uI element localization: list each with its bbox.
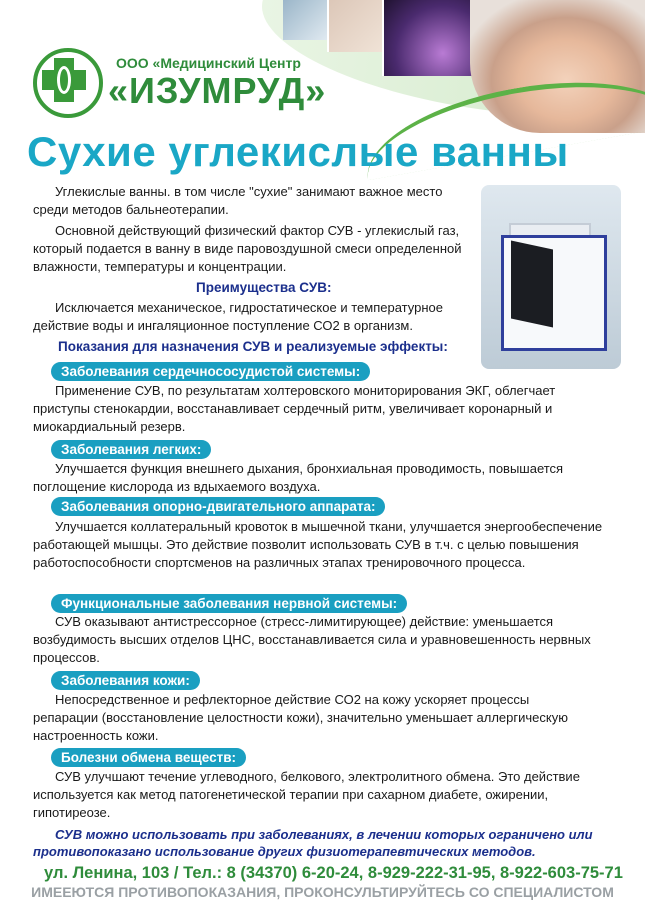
- dry-co2-bath-device-image: [481, 185, 621, 369]
- contacts-line: ул. Ленина, 103 / Тел.: 8 (34370) 6-20-24, 8-929-222-31-95, 8-922-603-75-71: [44, 864, 623, 882]
- section-text-nervous: СУВ оказывают антистрессорное (стресс-лимитирующее) действие: уменьшается возбудимость высших отделов ЦНС, восстанавливается сила и уравновешенность нервных процессов.: [33, 614, 591, 665]
- intro-paragraph-1: Углекислые ванны. в том числе "сухие" занимают важное место среди методов бальнеотерапии.: [33, 184, 443, 217]
- bowl-of-hygieia-icon: [57, 66, 71, 94]
- indications-heading: Показания для назначения СУВ и реализуемые эффекты:: [58, 339, 448, 354]
- clinic-logo: [33, 48, 103, 118]
- advantages-text: Исключается механическое, гидростатическое и температурное действие воды и ингаляционное поступление СО2 в организм.: [33, 300, 443, 333]
- org-prefix: ООО «Медицинский Центр: [116, 55, 301, 71]
- org-name: «ИЗУМРУД»: [108, 70, 327, 111]
- section-title-metabolism: Болезни обмена веществ:: [51, 748, 246, 767]
- section-text-metabolism: СУВ улучшают течение углеводного, белкового, электролитного обмена. Это действие используется как метод патогенетической терапии при сахарном диабете, ожирении, гипотиреозе.: [33, 769, 580, 820]
- section-title-skin: Заболевания кожи:: [51, 671, 200, 690]
- section-title-lungs: Заболевания легких:: [51, 440, 211, 459]
- page-title: Сухие углекислые ванны: [27, 128, 569, 175]
- section-text-cardio: Применение СУВ, по результатам холтеровского мониторирования ЭКГ, облегчает приступы стенокардии, восстанавливает сердечный ритм, увеличивает коронарный и миокардиальный резерв.: [33, 383, 556, 434]
- smiling-woman-photo: [327, 0, 387, 52]
- usage-note: СУВ можно использовать при заболеваниях, в лечении которых ограничено или противопоказано использование других физиотерапевтических методов.: [33, 827, 593, 859]
- section-title-cardio: Заболевания сердечнососудистой системы:: [51, 362, 370, 381]
- section-text-skin: Непосредственное и рефлекторное действие СО2 на кожу ускоряет процессы репарации (восстановление целостности кожи), значительно уменьшает аллергическую настроенность кожи.: [33, 692, 568, 743]
- section-title-musculoskeletal: Заболевания опорно-двигательного аппарата:: [51, 497, 385, 516]
- section-text-musculoskeletal: Улучшается коллатеральный кровоток в мышечной ткани, улучшается энергообеспечение работающей мышцы. Это действие позволит использовать СУВ в т.ч. с целью повышения работоспособности спортсменов на различных этапах тренировочного процесса.: [33, 519, 603, 570]
- section-title-nervous: Функциональные заболевания нервной системы:: [51, 594, 407, 613]
- treatment-device-photo: [382, 0, 482, 76]
- section-text-lungs: Улучшается функция внешнего дыхания, бронхиальная проводимость, повышается поглощение кислорода из вдыхаемого воздуха.: [33, 461, 564, 494]
- intro-paragraph-2: Основной действующий физический фактор СУВ - углекислый газ, который подается в ванну в виде паровоздушной смеси определенной влажности, температуры и концентрации.: [33, 223, 462, 274]
- contraindications-warning: ИМЕЕЮТСЯ ПРОТИВОПОКАЗАНИЯ, ПРОКОНСУЛЬТИРУЙТЕСЬ СО СПЕЦИАЛИСТОМ: [31, 884, 614, 900]
- advantages-heading: Преимущества СУВ:: [196, 280, 332, 295]
